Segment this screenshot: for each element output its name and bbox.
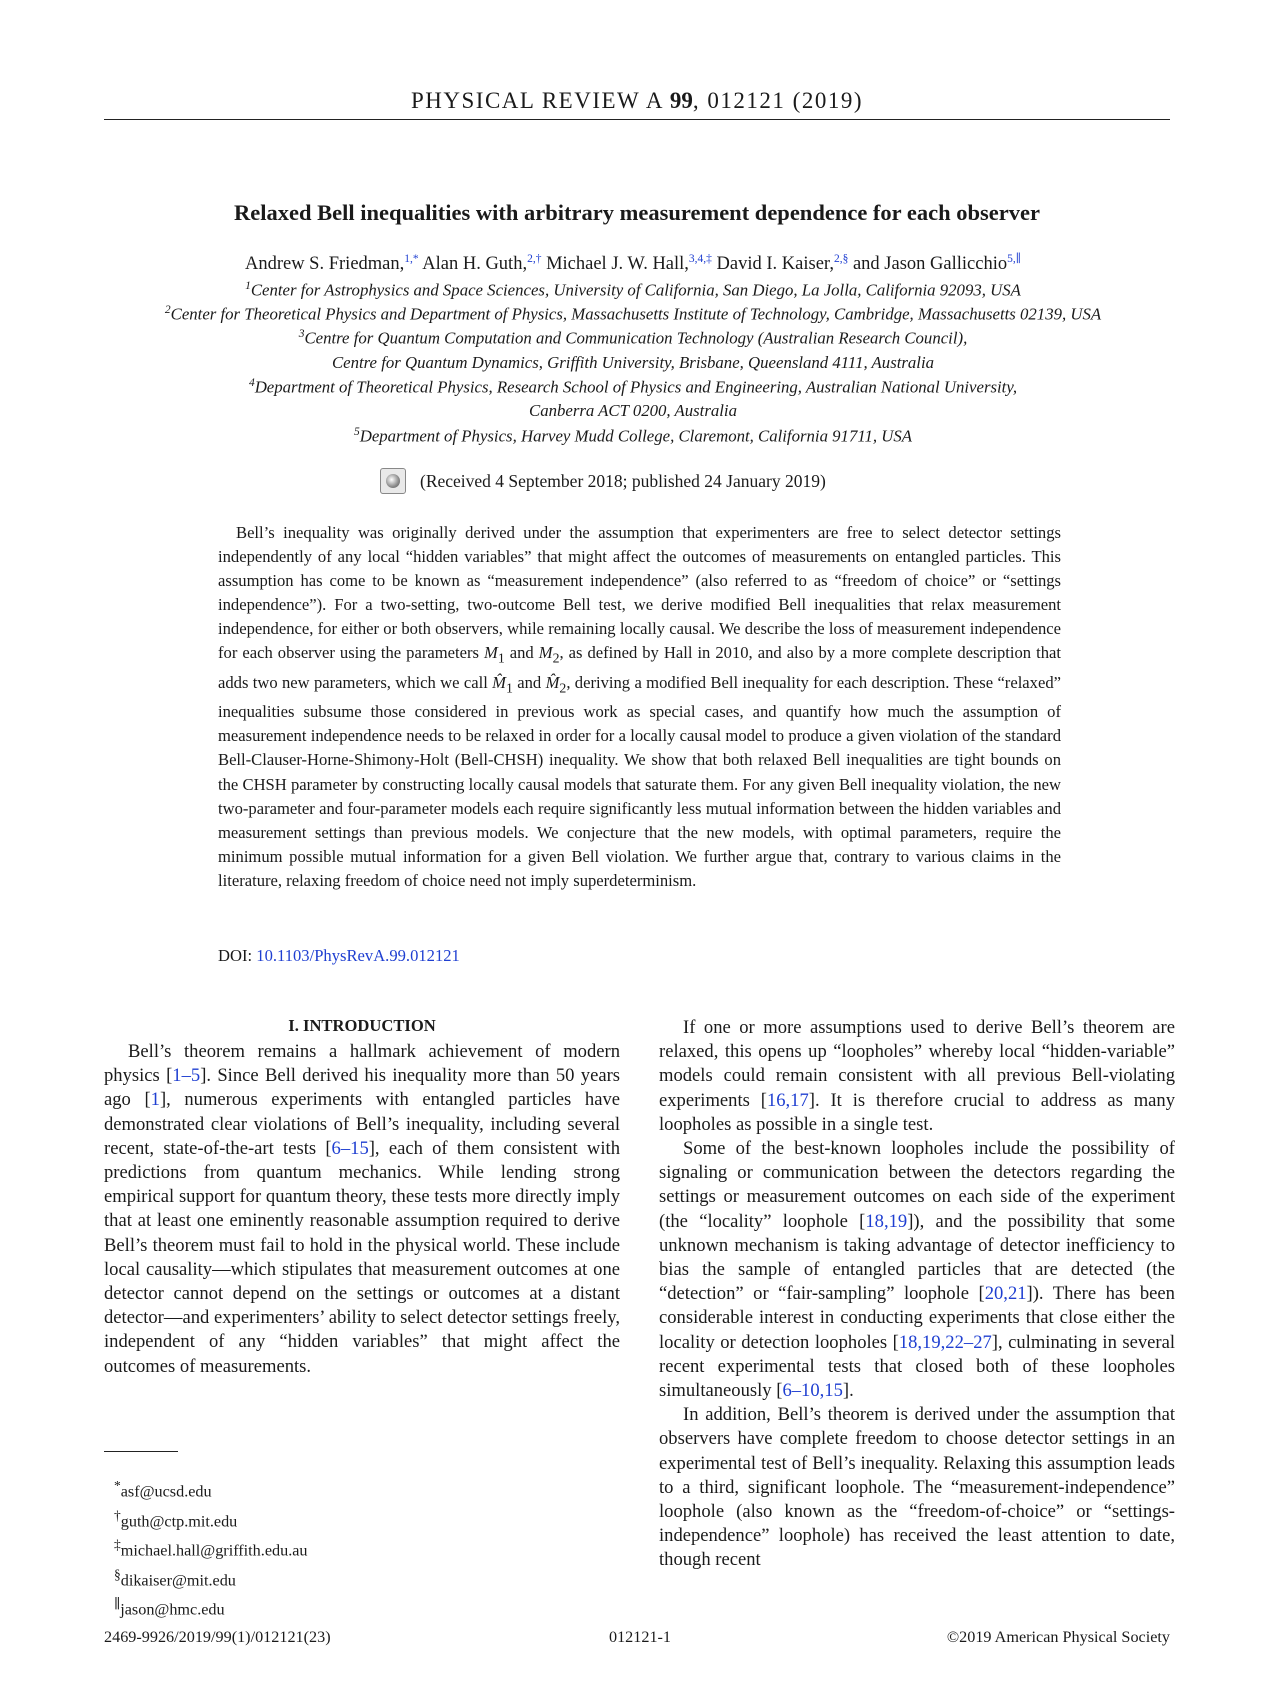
body-text: ]), and the possibility that some unknown mechanism is taking advantage of detector inefficiency to bias the sample of entangled particles that are detected (the “detection” or “fair-sampling” loophole [ [659,1210,1175,1305]
affiliation-number: 2 [164,304,171,316]
header-rule [104,119,1170,120]
footnote [114,1474,308,1504]
affiliation-text: Centre for Quantum Dynamics, Griffith University, Brisbane, Queensland 4111, Australia [331,353,935,372]
footnote-mark: * [114,1478,121,1493]
footnote-mark: § [114,1566,121,1582]
received-line [380,470,826,496]
body-text: If one or more assumptions used to derive Bell’s theorem are relaxed, this opens up “loopholes” whereby local “hidden-variable” models could remain consistent with all previous Bell-violating experiments [ [659,1017,1175,1111]
affiliation [60,328,1206,349]
received-dates: (Received 4 September 2018; published 24 January 2019) [420,471,826,492]
abstract-text: and [504,643,539,663]
paragraph [659,1403,1175,1572]
footnote-email[interactable]: jason@hmc.edu [120,1600,225,1619]
journal-volume: 99 [669,88,693,113]
footnote-mark: † [114,1507,121,1523]
math-symbol: M [538,643,553,663]
author-name: Michael J. W. Hall, [546,254,689,275]
math-symbol: M̂ [492,672,506,692]
footnote-mark: ‡ [114,1537,121,1553]
doi-link[interactable]: 10.1103/PhysRevA.99.012121 [256,946,460,965]
citation-link[interactable]: 16,17 [766,1089,809,1111]
footnote-email[interactable]: guth@ctp.mit.edu [120,1511,238,1530]
citation-link[interactable]: 6–10,15 [782,1380,843,1402]
body-text: In addition, Bell’s theorem is derived under the assumption that observers have complete freedom to choose detector settings in an experimental test of Bell’s inequality. Relaxing this assumption leads to a third, significant loophole. The “measurement-independence” loophole (also known as the “freedom-of-choice” or “settings-independence” loophole) has received the least attention to date, though recent [659,1404,1175,1571]
running-head [104,88,1170,114]
affiliation [60,426,1206,447]
doi-line [218,946,460,966]
body-text: ]). There has been considerable interest in conducting experiments that close either the locality or detection loopholes [ [659,1283,1175,1353]
author-list [60,251,1206,275]
citation-link[interactable]: 18,19 [865,1210,908,1232]
citation-link[interactable]: 20,21 [984,1283,1027,1305]
author-affiliation-link[interactable]: 3,4,‡ [688,253,712,265]
doi-label: DOI: [218,946,257,965]
body-text: ]. Since Bell derived his inequality more than 50 years ago [ [104,1065,621,1111]
author-affiliation-link[interactable]: 2,§ [833,253,849,265]
citation-link[interactable]: 18,19,22–27 [898,1331,992,1353]
author-affiliation-link[interactable]: 2,† [527,253,542,265]
affiliation-text: Center for Astrophysics and Space Sciences, University of California, San Diego, La Jolla, California 92093, USA [250,280,1021,300]
paper-title: Relaxed Bell inequalities with arbitrary measurement dependence for each observer [234,200,1040,225]
math-symbol: M̂ [545,672,560,692]
footer-page-number: 012121-1 [608,1628,672,1646]
affiliation [60,377,1206,398]
affiliation-text: Department of Physics, Harvey Mudd College, Claremont, California 91711, USA [359,426,913,446]
footnote [114,1563,308,1593]
math-subscript: 2 [559,680,567,696]
paragraph [659,1016,1175,1137]
abstract-text: , as defined by Hall in 2010, and also by a more complete description that adds two new parameters, which we call [218,643,1062,692]
journal-name: PHYSICAL REVIEW A [410,88,663,113]
body-text: ], culminating in several recent experimental tests that closed both of these loopholes simultaneously [ [659,1331,1175,1402]
footer-issn: 2469-9926/2019/99(1)/012121(23) [104,1628,331,1646]
affiliation [60,304,1206,325]
math-subscript: 1 [505,680,513,696]
footer-copyright: ©2019 American Physical Society [946,1628,1170,1646]
affiliation-number: 5 [353,426,360,438]
affiliation-text: Centre for Quantum Computation and Communication Technology (Australian Research Council), [304,328,968,348]
affiliation [60,353,1206,373]
abstract-text: , deriving a modified Bell inequality for each description. These “relaxed” inequalities subsume those considered in previous work as special cases, and quantify how much the assumption of measurement independence needs to be relaxed in order for a locally causal model to produce a given violation of the standard Bell-Clauser-Horne-Shimony-Holt (Bell-CHSH) inequality. We show that both relaxed Bell inequalities are tight bounds on the CHSH parameter by constructing locally causal models that saturate them. For any given Bell inequality violation, the new two-parameter and four-parameter models each require significantly less mutual information between the hidden variables and measurement settings than previous models. We conjecture that the new models, with optimal parameters, require the minimum possible mutual information for a given Bell violation. We further argue that, contrary to various claims in the literature, relaxing freedom of choice need not imply superdeterminism. [218,672,1061,890]
journal-issue: , 012121 (2019) [692,88,863,113]
section-heading: I. INTRODUCTION [288,1016,436,1035]
footnote [114,1592,308,1622]
abstract [218,521,1061,893]
paragraph [104,1040,620,1379]
affiliation-text: Canberra ACT 0200, Australia [529,401,737,420]
footnote-email[interactable]: dikaiser@mit.edu [120,1571,236,1590]
body-text: Bell’s theorem remains a hallmark achievement of modern physics [ [104,1041,620,1087]
author-affiliation-link[interactable]: 1,* [404,253,419,265]
affiliation [60,401,1206,421]
affiliation-text: Center for Theoretical Physics and Department of Physics, Massachusetts Institute of Technology, Cambridge, Massachusetts 02139, USA [170,304,1102,324]
left-column [104,1040,620,1379]
citation-link[interactable]: 1 [150,1089,160,1111]
paragraph [659,1137,1175,1403]
math-symbol: M [483,643,498,663]
affiliation-number: 1 [245,280,251,292]
right-column [659,1016,1175,1573]
body-text: ]. [842,1380,854,1402]
footnote-mark: ∥ [114,1596,121,1612]
body-text: Some of the best-known loopholes include the possibility of signaling or communication between the detectors regarding the settings or measurement outcomes on each side of the experiment (the “locality” loophole [ [659,1138,1175,1232]
affiliation-number: 3 [298,328,305,340]
abstract-text: Bell’s inequality was originally derived under the assumption that experimenters are free to select detector settings independently of any local “hidden variables” that might affect the outcomes of measurements on entangled particles. This assumption has come to be known as “measurement independence” (also referred to as “freedom of choice” or “settings independence”). For a two-setting, two-outcome Bell test, we derive modified Bell inequalities that relax measurement independence, for either or both observers, while remaining locally causal. We describe the loss of measurement independence for each observer using the parameters [218,523,1061,663]
footnote-rule [104,1451,178,1452]
footnote-email[interactable]: asf@ucsd.edu [120,1482,212,1501]
footnote [114,1504,308,1534]
footnotes [114,1474,308,1622]
crossmark-icon[interactable] [380,468,406,494]
affiliation-text: Department of Theoretical Physics, Research School of Physics and Engineering, Australian National University, [254,377,1018,397]
author-name: David I. Kaiser, [716,254,834,275]
math-subscript: 1 [497,650,505,666]
affiliation-number: 4 [248,377,255,389]
author-affiliation-link[interactable]: 5,∥ [1007,253,1022,265]
footnote [114,1533,308,1563]
author-name: and Jason Gallicchio [852,254,1008,275]
body-text: ]. It is therefore crucial to address as many loopholes as possible in a single test. [659,1089,1176,1135]
abstract-text: and [512,672,546,692]
body-text: ], each of them consistent with predictions from quantum mechanics. While lending strong empirical support for quantum theory, these tests more directly imply that at least one eminently reasonable assumption required to derive Bell’s theorem must fail to hold in the physical world. These include local causality—which stipulates that measurement outcomes at one detector cannot depend on the settings or outcomes at a distant detector—and experimenters’ ability to select detector settings freely, independent of any “hidden variables” that might affect the outcomes of measurements. [104,1137,620,1377]
footnote-email[interactable]: michael.hall@griffith.edu.au [120,1541,308,1560]
author-name: Andrew S. Friedman, [244,254,405,275]
body-text: ], numerous experiments with entangled particles have demonstrated clear violations of Bell’s inequality, including several recent, state-of-the-art tests [ [104,1089,620,1159]
author-name: Alan H. Guth, [422,254,528,275]
citation-link[interactable]: 1–5 [172,1065,201,1087]
citation-link[interactable]: 6–15 [331,1137,369,1159]
affiliation [60,280,1206,301]
math-subscript: 2 [552,650,560,666]
